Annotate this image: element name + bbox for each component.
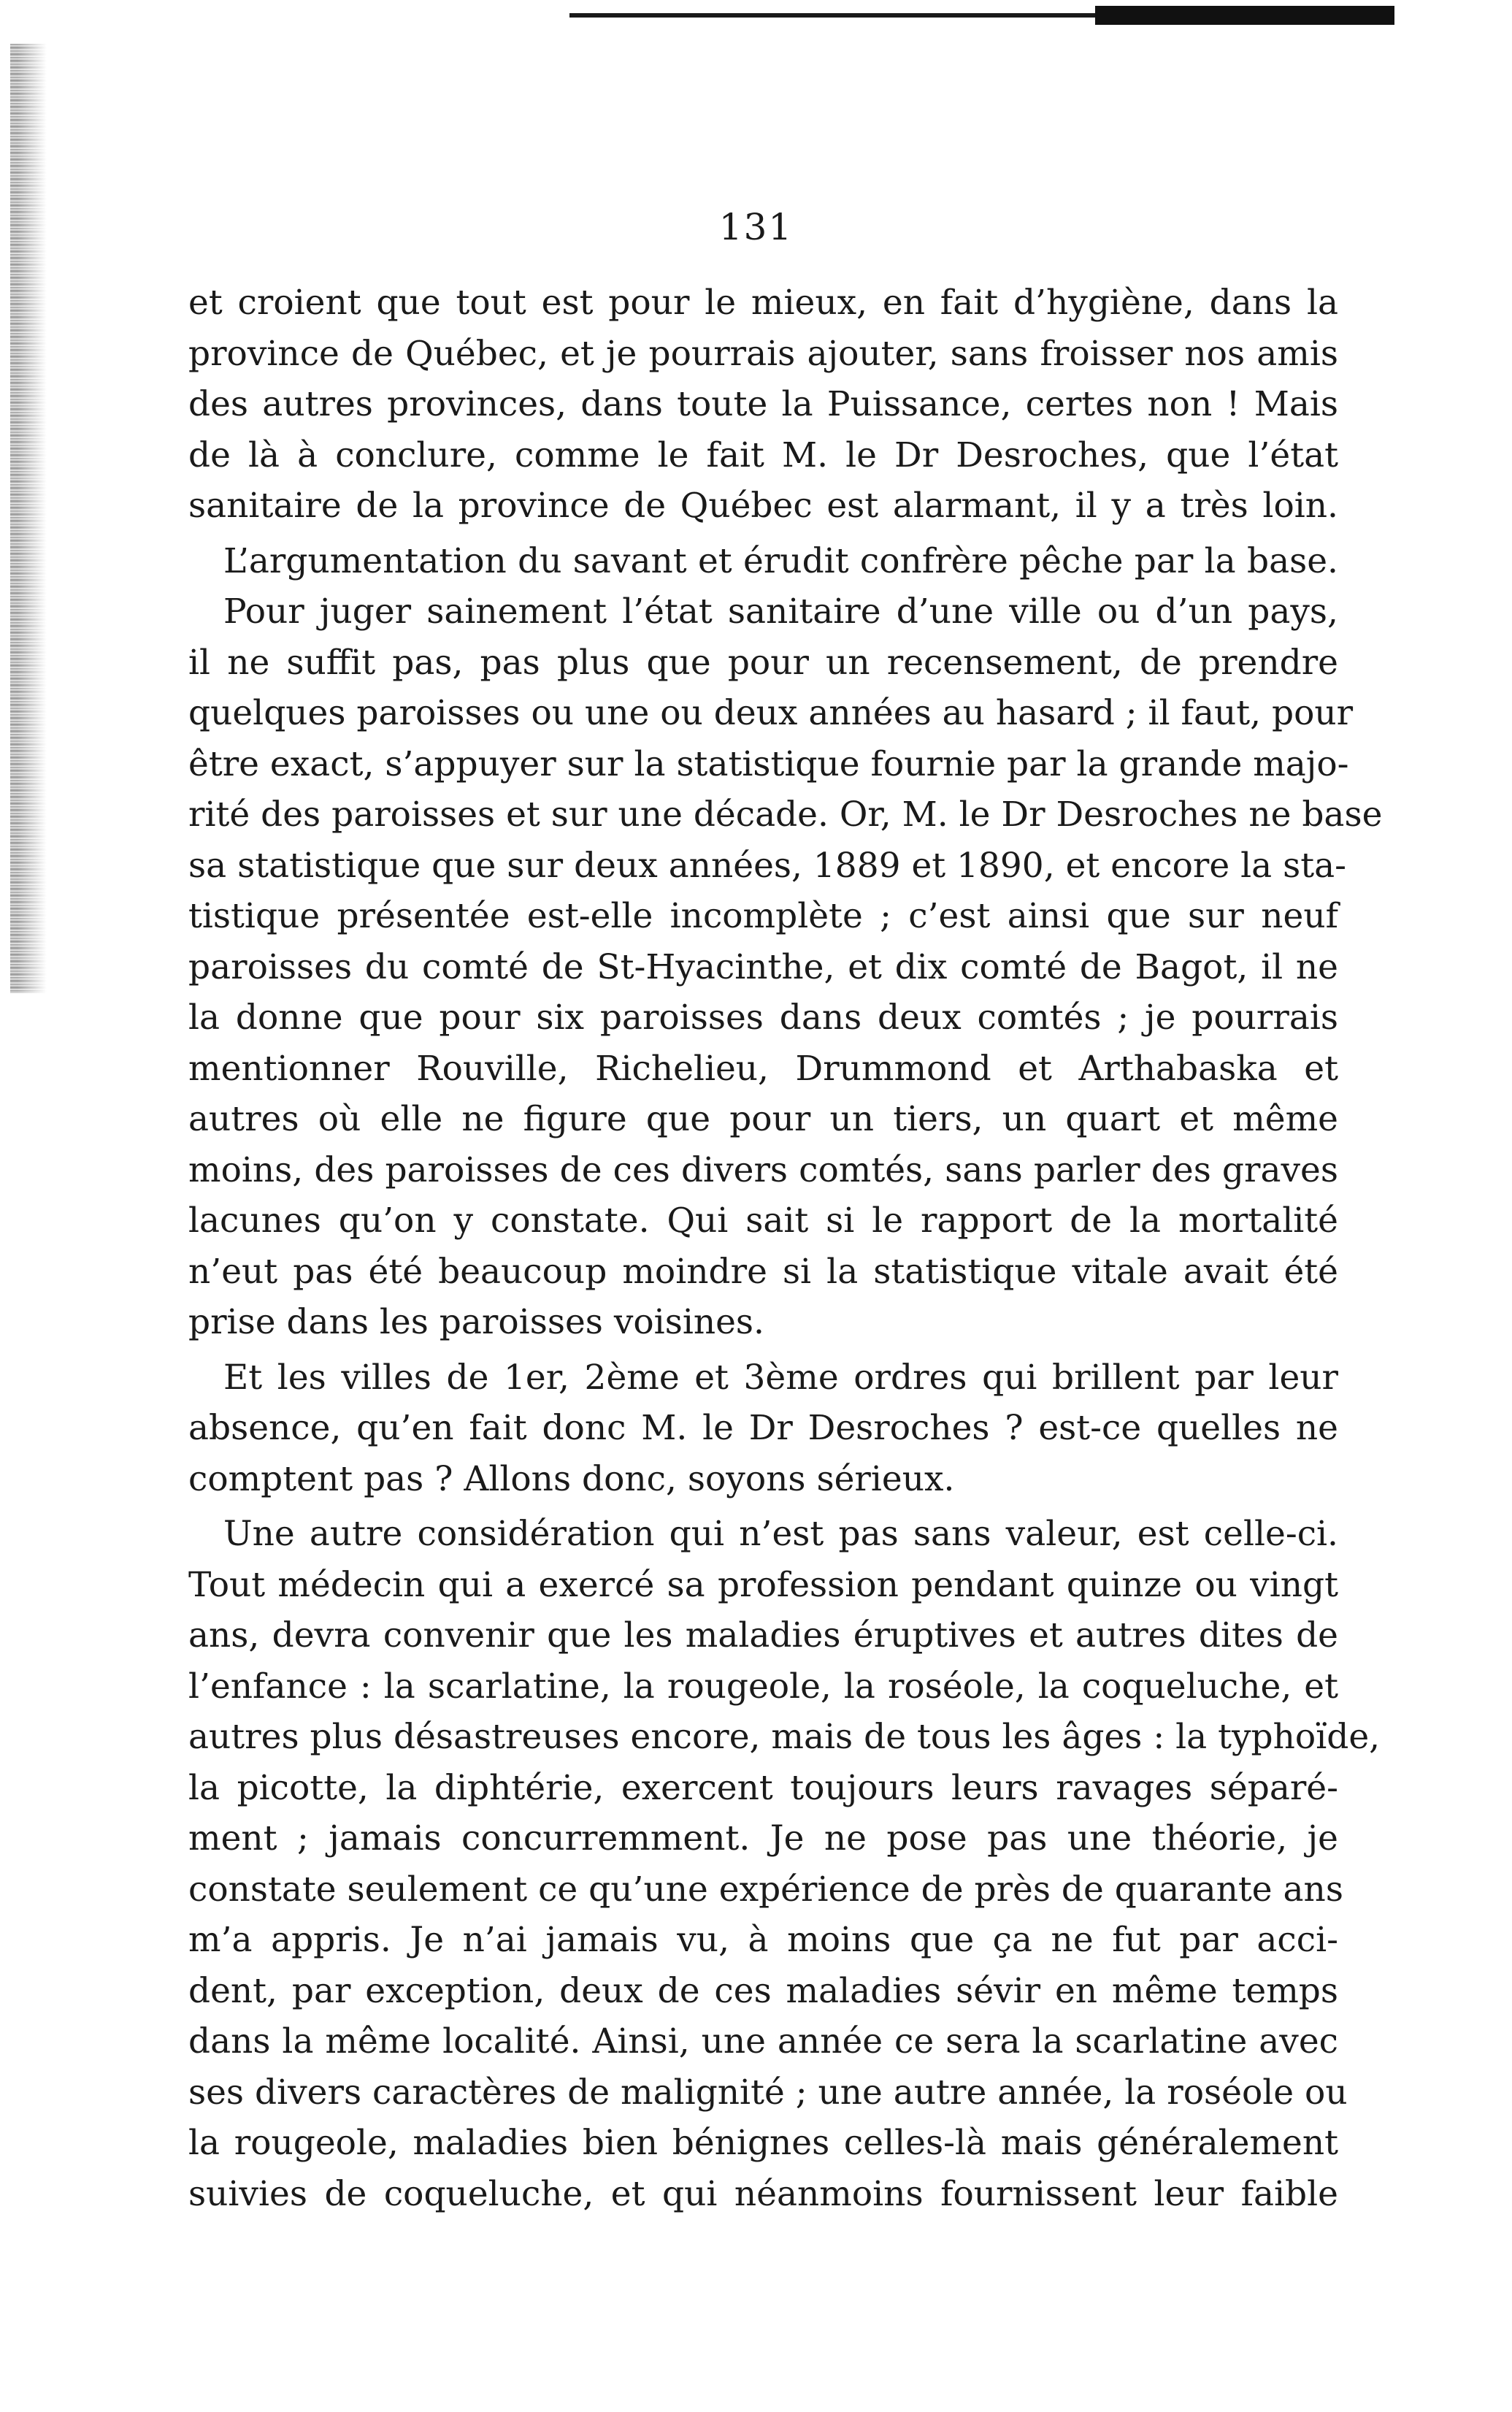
scan-binding-edge (10, 44, 47, 993)
text-line: quelques paroisses ou une ou deux années au hasard ; il faut, pour (188, 693, 1354, 733)
text-line: L’argumentation du savant et érudit confrère pêche par la base. (223, 540, 1338, 581)
text-line: tistique présentée est-elle incomplète ; c’est ainsi que sur neuf (188, 896, 1338, 936)
text-line: moins, des paroisses de ces divers comtés, sans parler des graves (188, 1149, 1338, 1190)
text-line: ses divers caractères de malignité ; une autre année, la roséole ou (188, 2072, 1348, 2113)
paragraph-2 (188, 536, 1338, 587)
page-number: 131 (718, 206, 794, 248)
text-line: l’enfance : la scarlatine, la rougeole, la roséole, la coqueluche, et (188, 1666, 1338, 1707)
text-line: sa statistique que sur deux années, 1889 et 1890, et encore la sta- (188, 845, 1347, 886)
text-line: prise dans les paroisses voisines. (188, 1302, 764, 1342)
text-line: province de Québec, et je pourrais ajouter, sans froisser nos amis (188, 333, 1338, 374)
text-line: autres plus désastreuses encore, mais de tous les âges : la typhoïde, (188, 1717, 1381, 1757)
text-line: mentionner Rouville, Richelieu, Drummond et Arthabaska et (188, 1048, 1338, 1089)
text-line: Pour juger sainement l’état sanitaire d’une ville ou d’un pays, (223, 591, 1338, 632)
text-line: la rougeole, maladies bien bénignes celles-là mais généralement (188, 2123, 1338, 2163)
text-line: n’eut pas été beaucoup moindre si la statistique vitale avait été (188, 1251, 1338, 1292)
text-line: et croient que tout est pour le mieux, en fait d’hygiène, dans la (188, 283, 1338, 323)
text-line: des autres provinces, dans toute la Puissance, certes non ! Mais (188, 384, 1338, 424)
text-line: constate seulement ce qu’une expérience de près de quarante ans (188, 1869, 1343, 1910)
text-line: dans la même localité. Ainsi, une année ce sera la scarlatine avec (188, 2021, 1338, 2061)
text-line: la donne que pour six paroisses dans deux comtés ; je pourrais (188, 998, 1338, 1038)
text-line: paroisses du comté de St-Hyacinthe, et dix comté de Bagot, il ne (188, 946, 1338, 987)
text-line: être exact, s’appuyer sur la statistique fournie par la grande majo- (188, 743, 1349, 784)
text-line: absence, qu’en fait donc M. le Dr Desroches ? est-ce quelles ne (188, 1408, 1338, 1448)
text-line: suivies de coqueluche, et qui néanmoins fournissent leur faible (188, 2173, 1338, 2214)
paragraph-5 (188, 1509, 1381, 2219)
paragraph-3 (188, 586, 1383, 1348)
text-line: m’a appris. Je n’ai jamais vu, à moins que ça ne fut par acci- (188, 1920, 1338, 1960)
top-rule-thick (1095, 6, 1394, 25)
text-line: Une autre considération qui n’est pas sans valeur, est celle-ci. (223, 1514, 1338, 1554)
text-line: sanitaire de la province de Québec est alarmant, il y a très loin. (188, 486, 1338, 526)
text-line: autres où elle ne figure que pour un tiers, un quart et même (188, 1099, 1338, 1139)
paragraph-4 (188, 1352, 1338, 1505)
text-line: lacunes qu’on y constate. Qui sait si le rapport de la mortalité (188, 1201, 1338, 1241)
text-line: ans, devra convenir que les maladies éruptives et autres dites de (188, 1615, 1338, 1655)
text-line: ment ; jamais concurremment. Je ne pose pas une théorie, je (188, 1818, 1338, 1858)
text-line: Et les villes de 1er, 2ème et 3ème ordres qui brillent par leur (223, 1357, 1338, 1398)
text-line: Tout médecin qui a exercé sa profession pendant quinze ou vingt (188, 1564, 1338, 1605)
text-line: comptent pas ? Allons donc, soyons sérieux. (188, 1458, 955, 1499)
body-text (188, 277, 1383, 2219)
text-line: rité des paroisses et sur une décade. Or, M. le Dr Desroches ne base (188, 795, 1383, 835)
paragraph-1 (188, 277, 1338, 532)
text-line: de là à conclure, comme le fait M. le Dr Desroches, que l’état (188, 434, 1338, 475)
text-line: la picotte, la diphtérie, exercent toujours leurs ravages séparé- (188, 1767, 1338, 1808)
text-line: dent, par exception, deux de ces maladies sévir en même temps (188, 1970, 1338, 2011)
text-line: il ne suffit pas, pas plus que pour un recensement, de prendre (188, 642, 1338, 683)
